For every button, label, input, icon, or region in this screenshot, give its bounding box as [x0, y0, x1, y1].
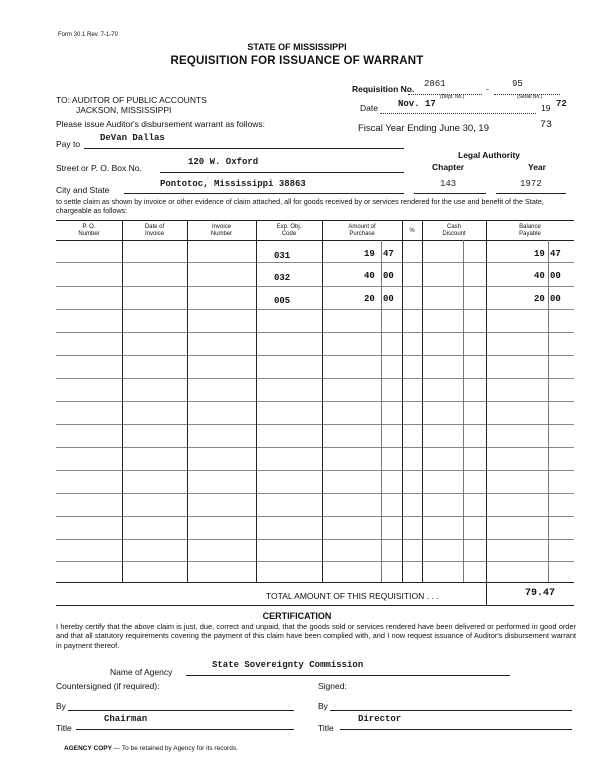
row-1-amount-dollars: 19 — [364, 249, 375, 259]
agency-name-value: State Sovereignty Commission — [212, 660, 364, 670]
row-3-amount-dollars: 20 — [364, 294, 375, 304]
date-year-prefix: 19 — [541, 103, 551, 113]
auditor-address: TO: AUDITOR OF PUBLIC ACCOUNTS — [56, 95, 207, 105]
row-2-code: 032 — [274, 273, 291, 283]
row-2-amount-dollars: 40 — [364, 271, 375, 281]
signed-label: Signed: — [318, 681, 347, 691]
row-1-code: 031 — [274, 251, 291, 261]
requisition-label: Requisition No. — [352, 84, 415, 94]
state-heading: STATE OF MISSISSIPPI — [247, 42, 347, 52]
by-label-left: By — [56, 701, 66, 711]
dept-no-caption: (Dept. No.) — [440, 94, 465, 100]
form-title: REQUISITION FOR ISSUANCE OF WARRANT — [170, 55, 424, 67]
row-3-amount-cents: 00 — [383, 294, 394, 304]
title-value-left: Chairman — [104, 714, 148, 724]
street-label: Street or P. O. Box No. — [56, 163, 142, 173]
by-label-right: By — [318, 701, 328, 711]
agency-copy-text: — To be retained by Agency for its records. — [111, 745, 238, 752]
requisition-dash: - — [486, 84, 489, 94]
legal-authority-label: Legal Authority — [458, 150, 521, 160]
total-label: TOTAL AMOUNT OF THIS REQUISITION . . . — [266, 591, 439, 601]
row-1-balance-dollars: 19 — [534, 249, 545, 259]
serial-no-caption: (Serial No.) — [517, 94, 543, 100]
agency-copy-note — [64, 745, 238, 752]
date-year-value: 72 — [556, 99, 567, 109]
certification-heading: CERTIFICATION — [262, 611, 332, 621]
row-1-amount-cents: 47 — [383, 249, 394, 259]
pay-to-label: Pay to — [56, 139, 81, 149]
header-cash-discount: Cash Discount — [442, 224, 466, 237]
form-number: Form 30.1 Rev. 7-1-70 — [58, 32, 118, 38]
city-state-label: City and State — [56, 185, 110, 195]
title-value-right: Director — [358, 714, 402, 724]
auditor-city: JACKSON, MISSISSIPPI — [76, 105, 172, 115]
agency-name-label: Name of Agency — [110, 667, 173, 677]
settle-claim-text: to settle claim as shown by invoice or other evidence of claim attached, all for goods received by or services rendered for the use and benefit of the State, chargeable as follows: — [56, 197, 544, 215]
date-value: Nov. 17 — [398, 99, 436, 109]
requisition-serial-no: 95 — [512, 79, 523, 89]
year-label: Year — [528, 162, 546, 172]
fiscal-year-value: 73 — [540, 120, 553, 131]
row-3-balance-cents: 00 — [550, 294, 561, 304]
header-balance-payable: Balance Payable — [519, 224, 541, 237]
agency-copy-label: AGENCY COPY — [64, 745, 112, 752]
row-3-code: 005 — [274, 296, 291, 306]
fiscal-year-label: Fiscal Year Ending June 30, 19 — [358, 123, 489, 134]
row-2-amount-cents: 00 — [383, 271, 394, 281]
date-label: Date — [360, 103, 378, 113]
chapter-value: 143 — [440, 179, 457, 189]
row-2-balance-dollars: 40 — [534, 271, 545, 281]
requisition-dept-no: 2861 — [424, 79, 446, 89]
row-3-balance-dollars: 20 — [534, 294, 545, 304]
title-label-left: Title — [56, 723, 72, 733]
row-1-balance-cents: 47 — [550, 249, 561, 259]
header-amount: Amount of Purchase — [348, 224, 376, 237]
pay-to-value: DeVan Dallas — [100, 133, 165, 143]
year-value: 1972 — [520, 179, 542, 189]
header-percent: % — [409, 228, 415, 234]
header-po-number: P. O. Number — [78, 224, 100, 237]
header-exp-code: Exp. Obj. Code — [276, 224, 302, 237]
countersigned-label: Countersigned (if required): — [56, 681, 160, 691]
city-state-value: Pontotoc, Mississippi 38863 — [160, 179, 306, 189]
issue-instruction: Please issue Auditor's disbursement warrant as follows: — [56, 119, 266, 129]
header-invoice-number: Invoice Number — [210, 224, 233, 237]
row-2-balance-cents: 00 — [550, 271, 561, 281]
chapter-label: Chapter — [432, 162, 465, 172]
header-date-of-invoice: Date of Invoice — [144, 224, 165, 237]
total-value: 79.47 — [525, 588, 556, 599]
street-value: 120 W. Oxford — [188, 157, 259, 167]
title-label-right: Title — [318, 723, 334, 733]
certification-text: I hereby certify that the above claim is just, due, correct and unpaid, that the goods sold or services rendered have been delivered or performed in good order and that all statutory requirements covering the payment of this claim have been complied with, and I now request issuance of Auditor's disbursement warrant in payment thereof. — [56, 622, 576, 650]
